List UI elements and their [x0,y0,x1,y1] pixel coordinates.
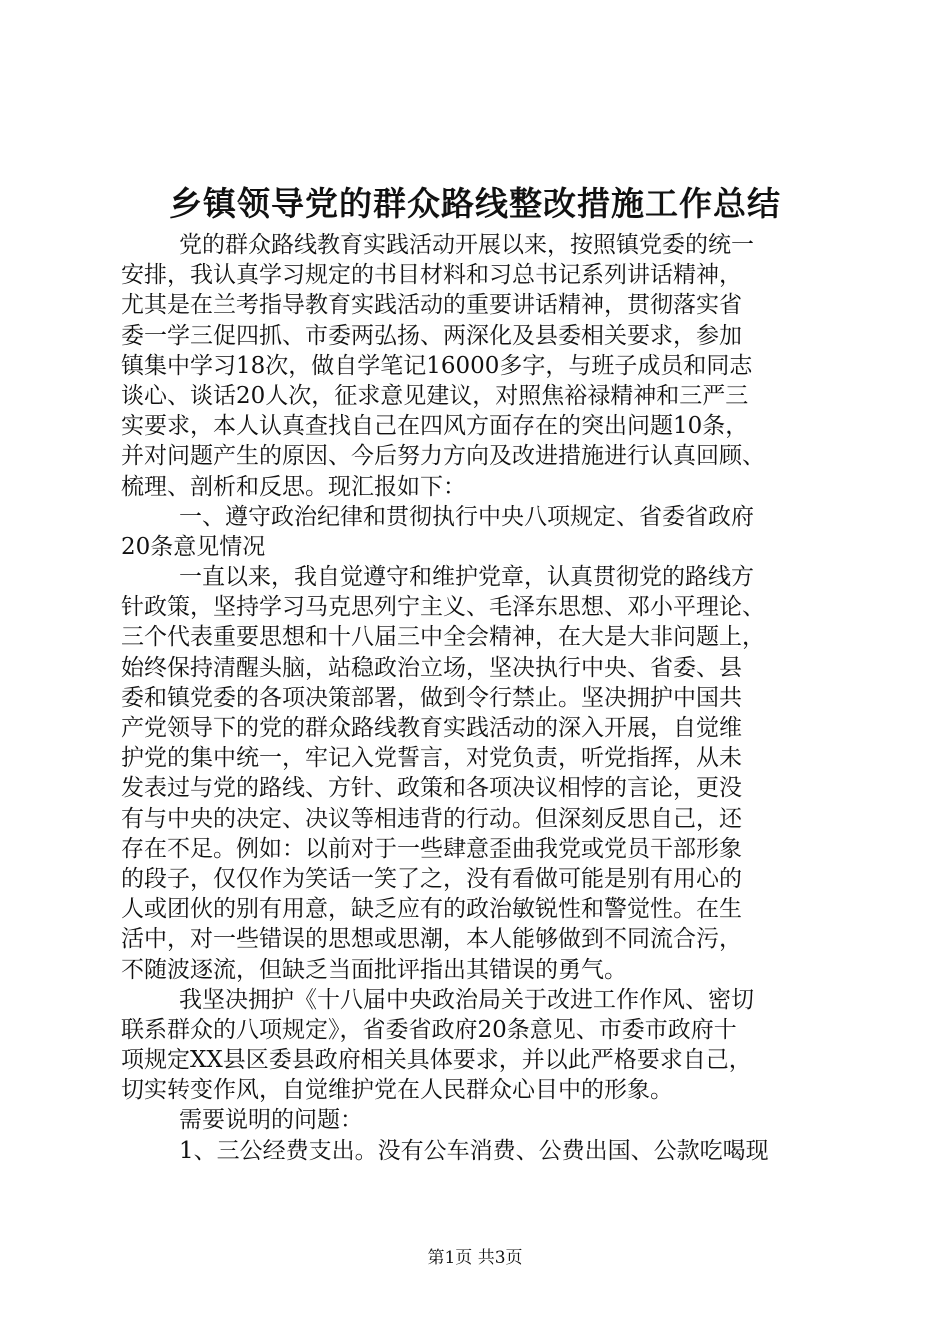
text-line: 存在不足。例如：以前对于一些肆意歪曲我党或党员干部形象 [121,835,742,862]
text-line: 人或团伙的别有用意，缺乏应有的政治敏锐性和警觉性。在生 [121,896,742,923]
text-line: 实要求，本人认真查找自己在四风方面存在的突出问题10条， [121,413,749,440]
text-line: 委和镇党委的各项决策部署，做到令行禁止。坚决拥护中国共 [121,684,742,711]
text-line: 谈心、谈话20人次，征求意见建议，对照焦裕禄精神和三严三 [121,382,749,409]
text-line: 活中，对一些错误的思想或思潮，本人能够做到不同流合污， [121,926,742,953]
text-line: 项规定XX县区委县政府相关具体要求，并以此严格要求自己， [121,1047,752,1074]
text-line: 切实转变作风，自觉维护党在人民群众心目中的形象。 [121,1077,673,1104]
text-line: 镇集中学习18次，做自学笔记16000多字，与班子成员和同志 [121,352,753,379]
text-line: 并对问题产生的原因、今后努力方向及改进措施进行认真回顾、 [121,443,765,470]
text-line: 三个代表重要思想和十八届三中全会精神，在大是大非问题上， [121,624,765,651]
document-title: 乡镇领导党的群众路线整改措施工作总结 [169,184,781,223]
text-line: 梳理、剖析和反思。现汇报如下： [121,473,466,500]
text-line: 联系群众的八项规定》，省委省政府20条意见、市委市政府十 [121,1016,737,1043]
text-line: 的段子，仅仅作为笑话一笑了之，没有看做可能是别有用心的 [121,865,742,892]
text-line: 我坚决拥护《十八届中央政治局关于改进工作作风、密切 [179,986,754,1013]
text-line: 一直以来，我自觉遵守和维护党章，认真贯彻党的路线方 [179,564,754,591]
text-line: 护党的集中统一，牢记入党誓言，对党负责，听党指挥，从未 [121,745,742,772]
text-line: 尤其是在兰考指导教育实践活动的重要讲话精神，贯彻落实省 [121,292,742,319]
text-line: 始终保持清醒头脑，站稳政治立场，坚决执行中央、省委、县 [121,654,742,681]
text-line: 安排，我认真学习规定的书目材料和习总书记系列讲话精神， [121,262,742,289]
text-line: 委一学三促四抓、市委两弘扬、两深化及县委相关要求，参加 [121,322,742,349]
text-line: 针政策，坚持学习马克思列宁主义、毛泽东思想、邓小平理论、 [121,594,765,621]
document-body [121,230,841,1166]
text-line: 需要说明的问题： [179,1107,363,1134]
text-line: 有与中央的决定、决议等相违背的行动。但深刻反思自己，还 [121,805,742,832]
text-line: 产党领导下的党的群众路线教育实践活动的深入开展，自觉维 [121,715,742,741]
text-line: 发表过与党的路线、方针、政策和各项决议相悖的言论，更没 [121,775,742,802]
page-footer: 第1页 共3页 [427,1248,523,1268]
text-line: 一、遵守政治纪律和贯彻执行中央八项规定、省委省政府 [179,503,754,530]
text-line: 1、三公经费支出。没有公车消费、公费出国、公款吃喝现 [179,1137,769,1164]
text-line: 党的群众路线教育实践活动开展以来，按照镇党委的统一 [179,232,754,258]
text-line: 不随波逐流，但缺乏当面批评指出其错误的勇气。 [121,956,627,983]
text-line: 20条意见情况 [121,533,266,560]
